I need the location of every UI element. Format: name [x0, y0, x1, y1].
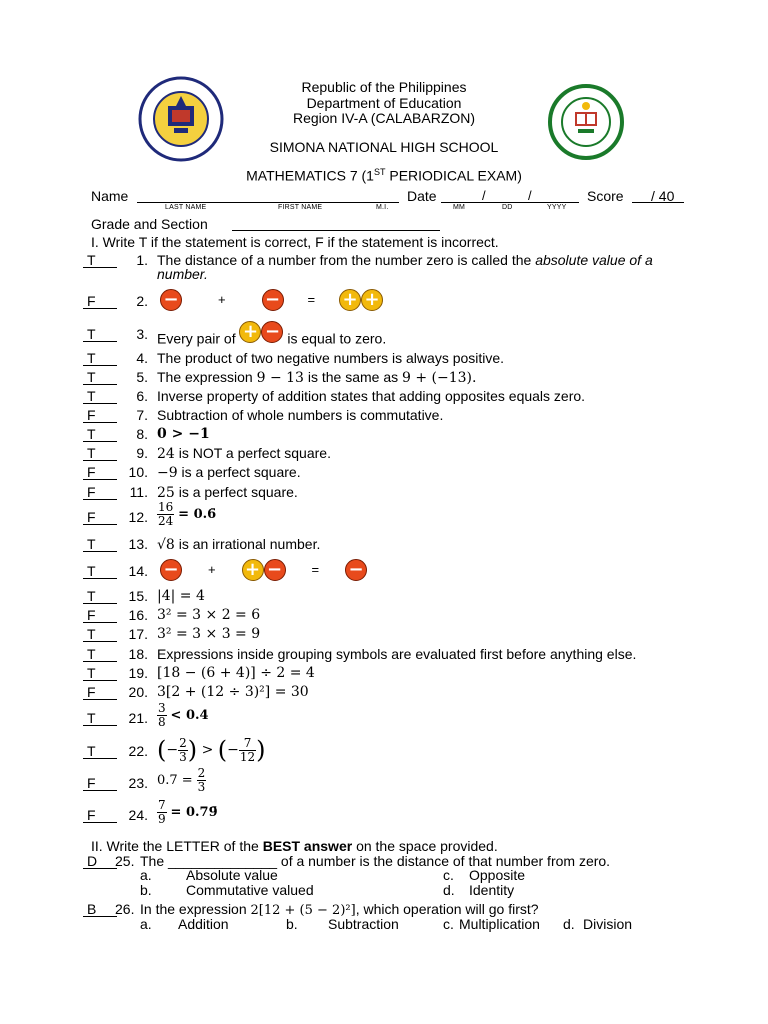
answer-blank-19[interactable]: T	[83, 665, 117, 681]
negative-chip-icon: −	[160, 289, 182, 311]
answer-blank-7[interactable]: F	[83, 407, 117, 423]
fraction: $\frac{16}{24}$	[158, 500, 174, 528]
header-line3: Region IV-A (CALABARZON)	[292, 110, 476, 126]
negative-chip-icon: −	[262, 289, 284, 311]
date-slash-2: /	[528, 188, 532, 203]
item-text-20: 3[2 + (12 ÷ 3)²] = 30	[157, 684, 309, 700]
item-text-5: The expression 9 − 13 is the same as 9 + (−13).	[157, 369, 477, 386]
date-slash-1: /	[482, 188, 486, 203]
answer-blank-8[interactable]: T	[83, 426, 117, 442]
choice-25-d: d. Identity	[443, 882, 515, 898]
positive-chip-icon: +	[361, 289, 383, 311]
answer-blank-18[interactable]: T	[83, 646, 117, 662]
item-text-23: 0.7 = $\frac{2}{3}$	[157, 766, 206, 794]
positive-chip-icon: +	[239, 321, 261, 343]
school-name: SIMONA NATIONAL HIGH SCHOOL	[269, 139, 499, 155]
part1-instruction: I. Write T if the statement is correct, F if the statement is incorrect.	[91, 234, 499, 250]
choice-26-d: d. Division	[563, 916, 633, 932]
answer-blank-23[interactable]: F	[83, 775, 117, 791]
item-number-20: 20.	[128, 684, 148, 700]
item-number-2: 2.	[136, 293, 148, 309]
item-number-10: 10.	[128, 464, 148, 480]
answer-blank-2[interactable]: F	[83, 293, 117, 309]
item-text-4: The product of two negative numbers is always positive.	[157, 350, 505, 366]
first-name-caption: FIRST NAME	[278, 204, 323, 211]
item-text-6: Inverse property of addition states that adding opposites equals zero.	[157, 388, 586, 404]
choice-25-a: a. Absolute value	[140, 867, 278, 883]
fraction: $\frac{7}{9}$	[158, 798, 166, 826]
item-number-19: 19.	[128, 665, 148, 681]
choice-26-c: c. Multiplication	[443, 916, 540, 932]
choice-25-b: b. Commutative valued	[140, 882, 314, 898]
equals-sign: =	[307, 291, 316, 307]
dd-caption: DD	[502, 204, 513, 211]
answer-blank-20[interactable]: F	[83, 684, 117, 700]
item-text-18: Expressions inside grouping symbols are evaluated first before anything else.	[157, 646, 637, 662]
answer-blank-11[interactable]: F	[83, 484, 117, 500]
item-number-4: 4.	[136, 350, 148, 366]
item-number-3: 3.	[136, 326, 148, 342]
answer-blank-21[interactable]: T	[83, 710, 117, 726]
answer-blank-10[interactable]: F	[83, 464, 117, 480]
item-text-11: 25 is a perfect square.	[157, 484, 298, 501]
choice-25-c: c. Opposite	[443, 867, 526, 883]
item-number-16: 16.	[128, 607, 148, 623]
answer-blank-16[interactable]: F	[83, 607, 117, 623]
item-number-8: 8.	[136, 426, 148, 442]
answer-blank-12[interactable]: F	[83, 509, 117, 525]
fraction: $\frac{2}{3}$	[179, 735, 187, 764]
score-total: / 40	[651, 188, 675, 204]
answer-blank-22[interactable]: T	[83, 743, 117, 759]
answer-blank-4[interactable]: T	[83, 350, 117, 366]
date-field[interactable]	[441, 202, 579, 203]
item-number-7: 7.	[136, 407, 148, 423]
choice-26-b: b. Subtraction	[286, 916, 399, 932]
answer-blank-14[interactable]: T	[83, 563, 117, 579]
negative-chip-icon: −	[160, 559, 182, 581]
item-text-1-cont: number.	[157, 266, 208, 282]
negative-chip-icon: −	[345, 559, 367, 581]
fraction: $\frac{7}{12}$	[239, 735, 256, 764]
negative-chip-icon: −	[264, 559, 286, 581]
answer-blank-26[interactable]: B	[83, 901, 117, 917]
item-number-22: 22.	[128, 743, 148, 759]
item-text-7: Subtraction of whole numbers is commutative.	[157, 407, 444, 423]
item-number-21: 21.	[128, 710, 148, 726]
item-number-12: 12.	[128, 509, 148, 525]
plus-sign: +	[207, 561, 216, 577]
item-chips-2	[160, 289, 383, 311]
item-text-26: In the expression 2[12 + (5 − 2)²], which operation will go first?	[140, 901, 539, 918]
item-text-15: |4| = 4	[157, 588, 205, 604]
item-text-13: √8 is an irrational number.	[157, 536, 321, 553]
answer-blank-1[interactable]: T	[83, 252, 117, 268]
item-text-21: $\frac{3}{8}$ < 0.4	[158, 701, 209, 729]
choice-26-a: a. Addition	[140, 916, 229, 932]
answer-blank-3[interactable]: T	[83, 326, 117, 342]
item-number-26: 26.	[115, 901, 135, 917]
score-label: Score	[587, 188, 624, 204]
answer-blank-17[interactable]: T	[83, 626, 117, 642]
positive-chip-icon: +	[242, 559, 264, 581]
item-number-15: 15.	[128, 588, 148, 604]
answer-blank-15[interactable]: T	[83, 588, 117, 604]
item-number-6: 6.	[136, 388, 148, 404]
date-label: Date	[407, 188, 437, 204]
item-chips-14	[160, 559, 367, 581]
positive-chip-icon: +	[339, 289, 361, 311]
item-number-13: 13.	[128, 536, 148, 552]
part2-instruction: II. Write the LETTER of the BEST answer on the space provided.	[91, 838, 498, 854]
equals-sign: =	[311, 561, 320, 577]
item-text-8: 0 > −1	[157, 426, 210, 442]
item-number-17: 17.	[128, 626, 148, 642]
grade-section-field[interactable]	[232, 230, 440, 231]
item-text-1: The distance of a number from the number zero is called the absolute value of a	[157, 252, 653, 268]
mm-caption: MM	[453, 204, 466, 211]
answer-blank-13[interactable]: T	[83, 536, 117, 552]
item-number-25: 25.	[115, 853, 135, 869]
item-text-9: 24 is NOT a perfect square.	[157, 445, 331, 462]
item-text-24: $\frac{7}{9}$ = 0.79̄	[158, 798, 218, 826]
item-number-9: 9.	[136, 445, 148, 461]
answer-blank-24[interactable]: F	[83, 807, 117, 823]
item-text-3: Every pair of + − is equal to zero.	[157, 321, 387, 347]
last-name-caption: LAST NAME	[165, 204, 207, 211]
mi-caption: M.I.	[376, 204, 389, 211]
item-number-24: 24.	[128, 807, 148, 823]
item-number-14: 14.	[128, 563, 148, 579]
item-text-16: 3² = 3 × 2 = 6	[157, 607, 261, 623]
fraction: $\frac{3}{8}$	[158, 701, 166, 729]
grade-section-label: Grade and Section	[91, 216, 208, 232]
fraction: $\frac{2}{3}$	[197, 766, 206, 794]
item-text-17: 3² = 3 × 3 = 9	[157, 626, 261, 642]
item-number-11: 11.	[129, 484, 148, 500]
item-number-23: 23.	[128, 775, 148, 791]
item-text-10: −9 is a perfect square.	[157, 464, 301, 481]
name-label: Name	[91, 188, 129, 204]
header-line2: Department of Education	[306, 95, 462, 111]
item-number-18: 18.	[128, 646, 148, 662]
plus-sign: +	[217, 291, 226, 307]
name-field[interactable]	[137, 202, 399, 203]
yyyy-caption: YYYY	[547, 204, 567, 211]
header-line1: Republic of the Philippines	[301, 79, 467, 95]
item-number-1: 1.	[136, 252, 148, 268]
item-text-22: (− $\frac{2}{3}$ ) > (− $\frac{7}{12}$ )	[157, 735, 266, 764]
item-text-12: $\frac{16}{24}$ = 0.6̄	[158, 500, 217, 528]
item-number-5: 5.	[136, 369, 148, 385]
item-text-19: [18 − (6 + 4)] ÷ 2 = 4	[157, 665, 315, 681]
answer-blank-25[interactable]: D	[83, 853, 117, 869]
exam-title: MATHEMATICS 7 (1ST PERIODICAL EXAM)	[246, 167, 522, 184]
item-text-25: The ______________ of a number is the distance of that number from zero.	[140, 853, 611, 869]
answer-blank-6[interactable]: T	[83, 388, 117, 404]
answer-blank-9[interactable]: T	[83, 445, 117, 461]
negative-chip-icon: −	[261, 321, 283, 343]
answer-blank-5[interactable]: T	[83, 369, 117, 385]
